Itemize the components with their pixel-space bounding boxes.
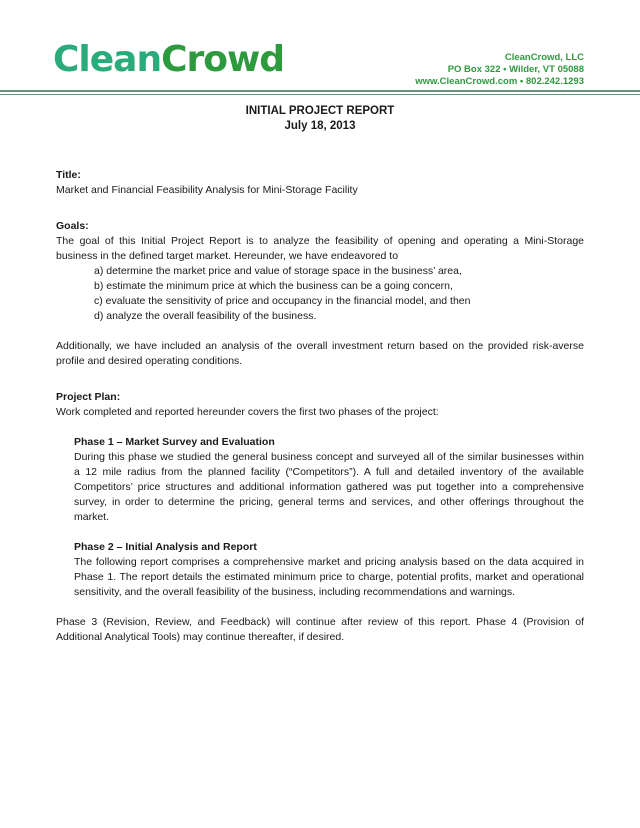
report-date: July 18, 2013 <box>284 120 356 132</box>
phase-1-title: Phase 1 – Market Survey and Evaluation <box>74 436 275 448</box>
logo-part-clean: Clean <box>53 39 162 80</box>
company-logo <box>53 38 284 82</box>
project-plan-intro: Work completed and reported hereunder covers the first two phases of the project: <box>56 406 439 418</box>
title-label: Title: <box>56 169 81 181</box>
goal-item: b) estimate the minimum price at which the business can be a going concern, <box>94 280 453 292</box>
title-text: Market and Financial Feasibility Analysis for Mini-Storage Facility <box>56 184 358 196</box>
company-address: PO Box 322 • Wilder, VT 05088 <box>447 64 584 75</box>
phase-2-title: Phase 2 – Initial Analysis and Report <box>74 541 257 553</box>
phase-1 <box>56 435 584 525</box>
goals-intro: The goal of this Initial Project Report is to analyze the feasibility of opening and operating a Mini-Storage business in the defined target market. Hereunder, we have endeavored to <box>56 235 584 262</box>
contact-block <box>415 52 584 88</box>
goals-list <box>56 264 584 324</box>
project-plan-label: Project Plan: <box>56 391 121 403</box>
goal-item: c) evaluate the sensitivity of price and occupancy in the financial model, and then <box>94 295 471 307</box>
logo-part-crowd: Crowd <box>161 39 285 80</box>
closing-paragraph: Phase 3 (Revision, Review, and Feedback) will continue after review of this report. Phase 4 (Provision of Additional Analytical Tools) may continue thereafter, if desired. <box>56 616 584 643</box>
company-web-phone: www.CleanCrowd.com • 802.242.1293 <box>415 76 584 87</box>
goal-item: a) determine the market price and value of storage space in the business’ area, <box>94 265 462 277</box>
header-rule-top <box>0 90 640 92</box>
phase-2 <box>56 540 584 600</box>
report-heading: INITIAL PROJECT REPORT <box>245 105 395 117</box>
header-rule-bottom <box>0 94 640 95</box>
goal-item: d) analyze the overall feasibility of the business. <box>94 310 317 322</box>
phase-1-text: During this phase we studied the general business concept and surveyed all of the similar businesses within a 12 mile radius from the planned facility (“Competitors”). A full and detailed inventory of the available Competitors’ price structures and additional information gathered was put together into a comprehensive survey, in order to determine the pricing, general terms and services, and other offerings throughout the market. <box>74 451 584 523</box>
company-name: CleanCrowd, LLC <box>504 52 584 63</box>
report-body <box>56 104 584 645</box>
phase-2-text: The following report comprises a comprehensive market and pricing analysis based on the data acquired in Phase 1. The report details the estimated minimum price to charge, potential profits, market and operational sensitivity, and the overall feasibility of the business, including recommendations and warnings. <box>74 556 584 598</box>
goals-label: Goals: <box>56 220 89 232</box>
goals-additional: Additionally, we have included an analysis of the overall investment return based on the provided risk-averse profile and desired operating conditions. <box>56 340 584 367</box>
